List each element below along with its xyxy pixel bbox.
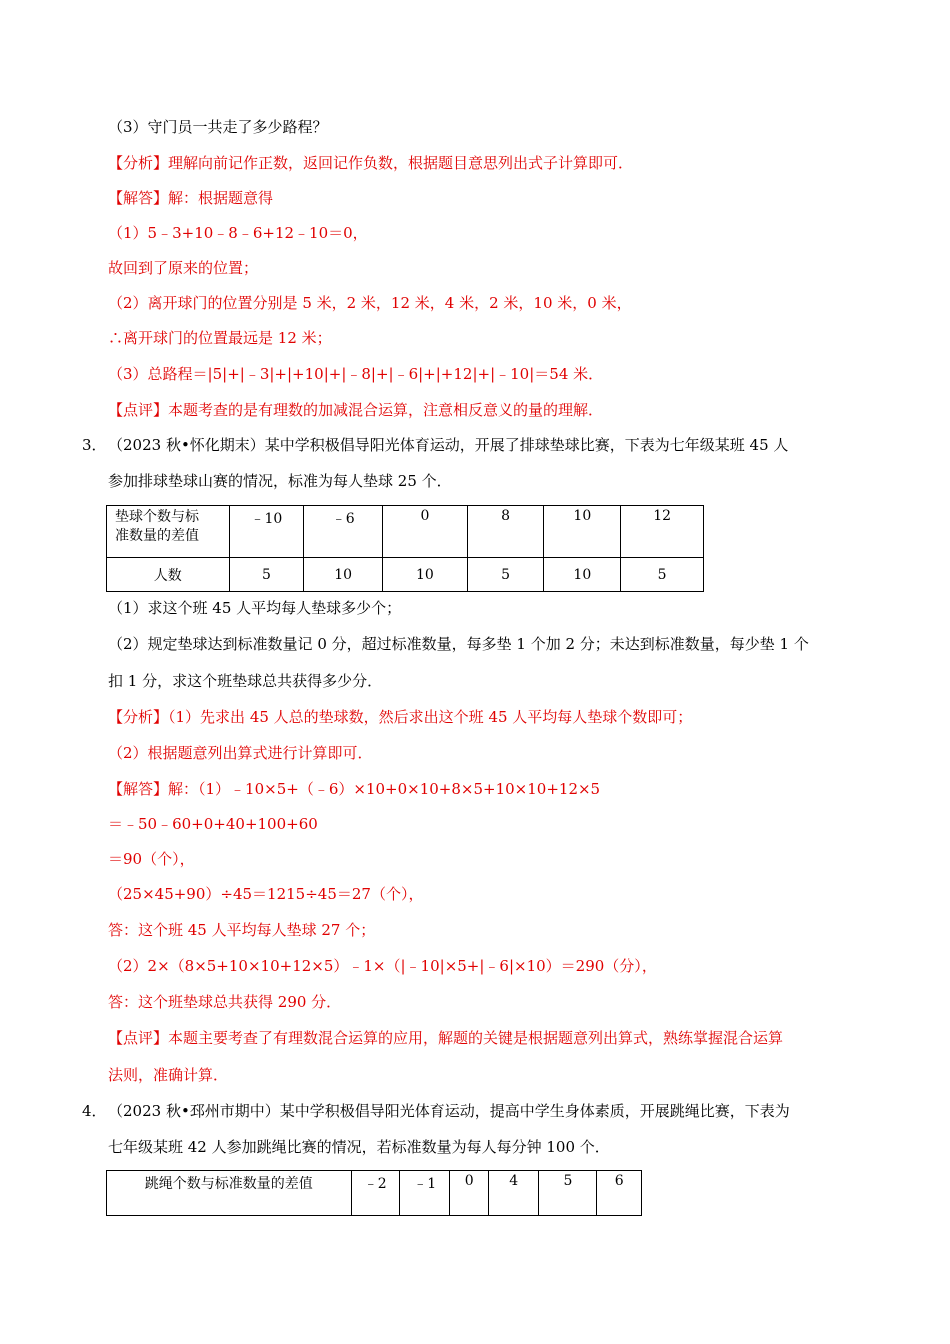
problem-3-table	[106, 505, 704, 592]
table-cell: ﹣2	[351, 1171, 399, 1216]
p3-analysis-tag: 【分析】	[108, 708, 169, 726]
problem-3-q2b: 扣 1 分，求这个班垫球总共获得多少分．	[108, 672, 383, 690]
problem-3-stem-2: 参加排球垫球山赛的情况，标准为每人垫球 25 个．	[108, 472, 452, 490]
p3-answer-6: （2）2×（8×5+10×10+12×5）﹣1×（|﹣10|×5+|﹣6|×10）＝290（分），	[108, 957, 657, 975]
p3-answer-5: 答：这个班 45 人平均每人垫球 27 个；	[108, 921, 376, 939]
table-cell: 5	[621, 558, 704, 592]
p3-answer-3: ＝90（个），	[108, 850, 195, 868]
p3-comment-tag: 【点评】	[108, 1029, 169, 1047]
p3-analysis-1: （1）先求出 45 人总的垫球数，然后求出这个班 45 人平均每人垫球个数即可；	[168, 708, 693, 726]
table-header-diff: 垫球个数与标 准数量的差值	[107, 506, 230, 558]
p3-answer-line	[108, 779, 600, 799]
problem-4-stem-1: （2023 秋•邳州市期中）某中学积极倡导阳光体育运动，提高中学生身体素质，开展跳绳比赛，下表为	[108, 1102, 790, 1120]
comment-text: 本题考查的是有理数的加减混合运算，注意相反意义的量的理解．	[168, 401, 604, 419]
answer-1b: 故回到了原来的位置；	[108, 259, 259, 277]
table-cell: 12	[621, 506, 704, 558]
answer-2b: ∴离开球门的位置最远是 12 米；	[108, 329, 332, 347]
problem-4-number: 4．	[82, 1102, 107, 1120]
table-cell: ﹣10	[229, 506, 304, 558]
table-cell: 10	[544, 506, 621, 558]
table-cell: 10	[544, 558, 621, 592]
problem-3-stem-1: （2023 秋•怀化期末）某中学积极倡导阳光体育运动，开展了排球垫球比赛，下表为七年级某班 45 人	[108, 436, 789, 454]
p3-comment-2: 法则，准确计算．	[108, 1066, 229, 1084]
answer-line	[108, 188, 273, 208]
answer-3: （3）总路程＝|5|+|﹣3|+|+10|+|﹣8|+|﹣6|+|+12|+|﹣10|＝54 米．	[108, 365, 604, 383]
table-cell: 5	[229, 558, 304, 592]
table-cell: 6	[597, 1171, 642, 1216]
table-cell: ﹣1	[399, 1171, 449, 1216]
question-3: （3）守门员一共走了多少路程？	[108, 118, 328, 136]
p3-analysis-line	[108, 707, 692, 727]
p3-answer-2: ＝﹣50﹣60+0+40+100+60	[108, 815, 318, 833]
table-cell: 5	[539, 1171, 597, 1216]
analysis-text: 理解向前记作正数，返回记作负数，根据题目意思列出式子计算即可．	[168, 154, 634, 172]
table-cell: 8	[467, 506, 544, 558]
table-header-diff: 跳绳个数与标准数量的差值	[107, 1171, 352, 1216]
p3-answer-7: 答：这个班垫球总共获得 290 分．	[108, 993, 342, 1011]
p3-analysis-2: （2）根据题意列出算式进行计算即可．	[108, 744, 373, 762]
p3-comment-line	[108, 1028, 783, 1048]
answer-intro: 解：根据题意得	[168, 189, 274, 207]
problem-4-stem-2: 七年级某班 42 人参加跳绳比赛的情况，若标准数量为每人每分钟 100 个．	[108, 1138, 610, 1156]
table-header-count: 人数	[107, 558, 230, 592]
answer-2: （2）离开球门的位置分别是 5 米，2 米，12 米，4 米，2 米，10 米，0 米，	[108, 294, 632, 312]
p3-answer-1: 解：（1）﹣10×5+（﹣6）×10+0×10+8×5+10×10+12×5	[168, 780, 601, 798]
comment-tag: 【点评】	[108, 401, 169, 419]
table-cell: 4	[488, 1171, 538, 1216]
table-cell: ﹣6	[304, 506, 383, 558]
table-cell: 5	[467, 558, 544, 592]
problem-3-q1: （1）求这个班 45 人平均每人垫球多少个；	[108, 599, 402, 617]
comment-line	[108, 400, 603, 420]
problem-3-number: 3．	[82, 436, 107, 454]
answer-tag: 【解答】	[108, 189, 169, 207]
analysis-line	[108, 153, 633, 173]
table-cell: 10	[383, 558, 468, 592]
problem-3-q2a: （2）规定垫球达到标准数量记 0 分，超过标准数量，每多垫 1 个加 2 分；未达到标准数量，每少垫 1 个	[108, 635, 809, 653]
answer-1: （1）5﹣3+10﹣8﹣6+12﹣10＝0，	[108, 224, 368, 242]
table-cell: 10	[304, 558, 383, 592]
p3-answer-4: （25×45+90）÷45＝1215÷45＝27（个），	[108, 885, 424, 903]
p3-answer-tag: 【解答】	[108, 780, 169, 798]
problem-4-table	[106, 1170, 642, 1216]
analysis-tag: 【分析】	[108, 154, 169, 172]
p3-comment-1: 本题主要考查了有理数混合运算的应用，解题的关键是根据题意列出算式，熟练掌握混合运算	[168, 1029, 784, 1047]
table-cell: 0	[450, 1171, 489, 1216]
table-cell: 0	[383, 506, 468, 558]
